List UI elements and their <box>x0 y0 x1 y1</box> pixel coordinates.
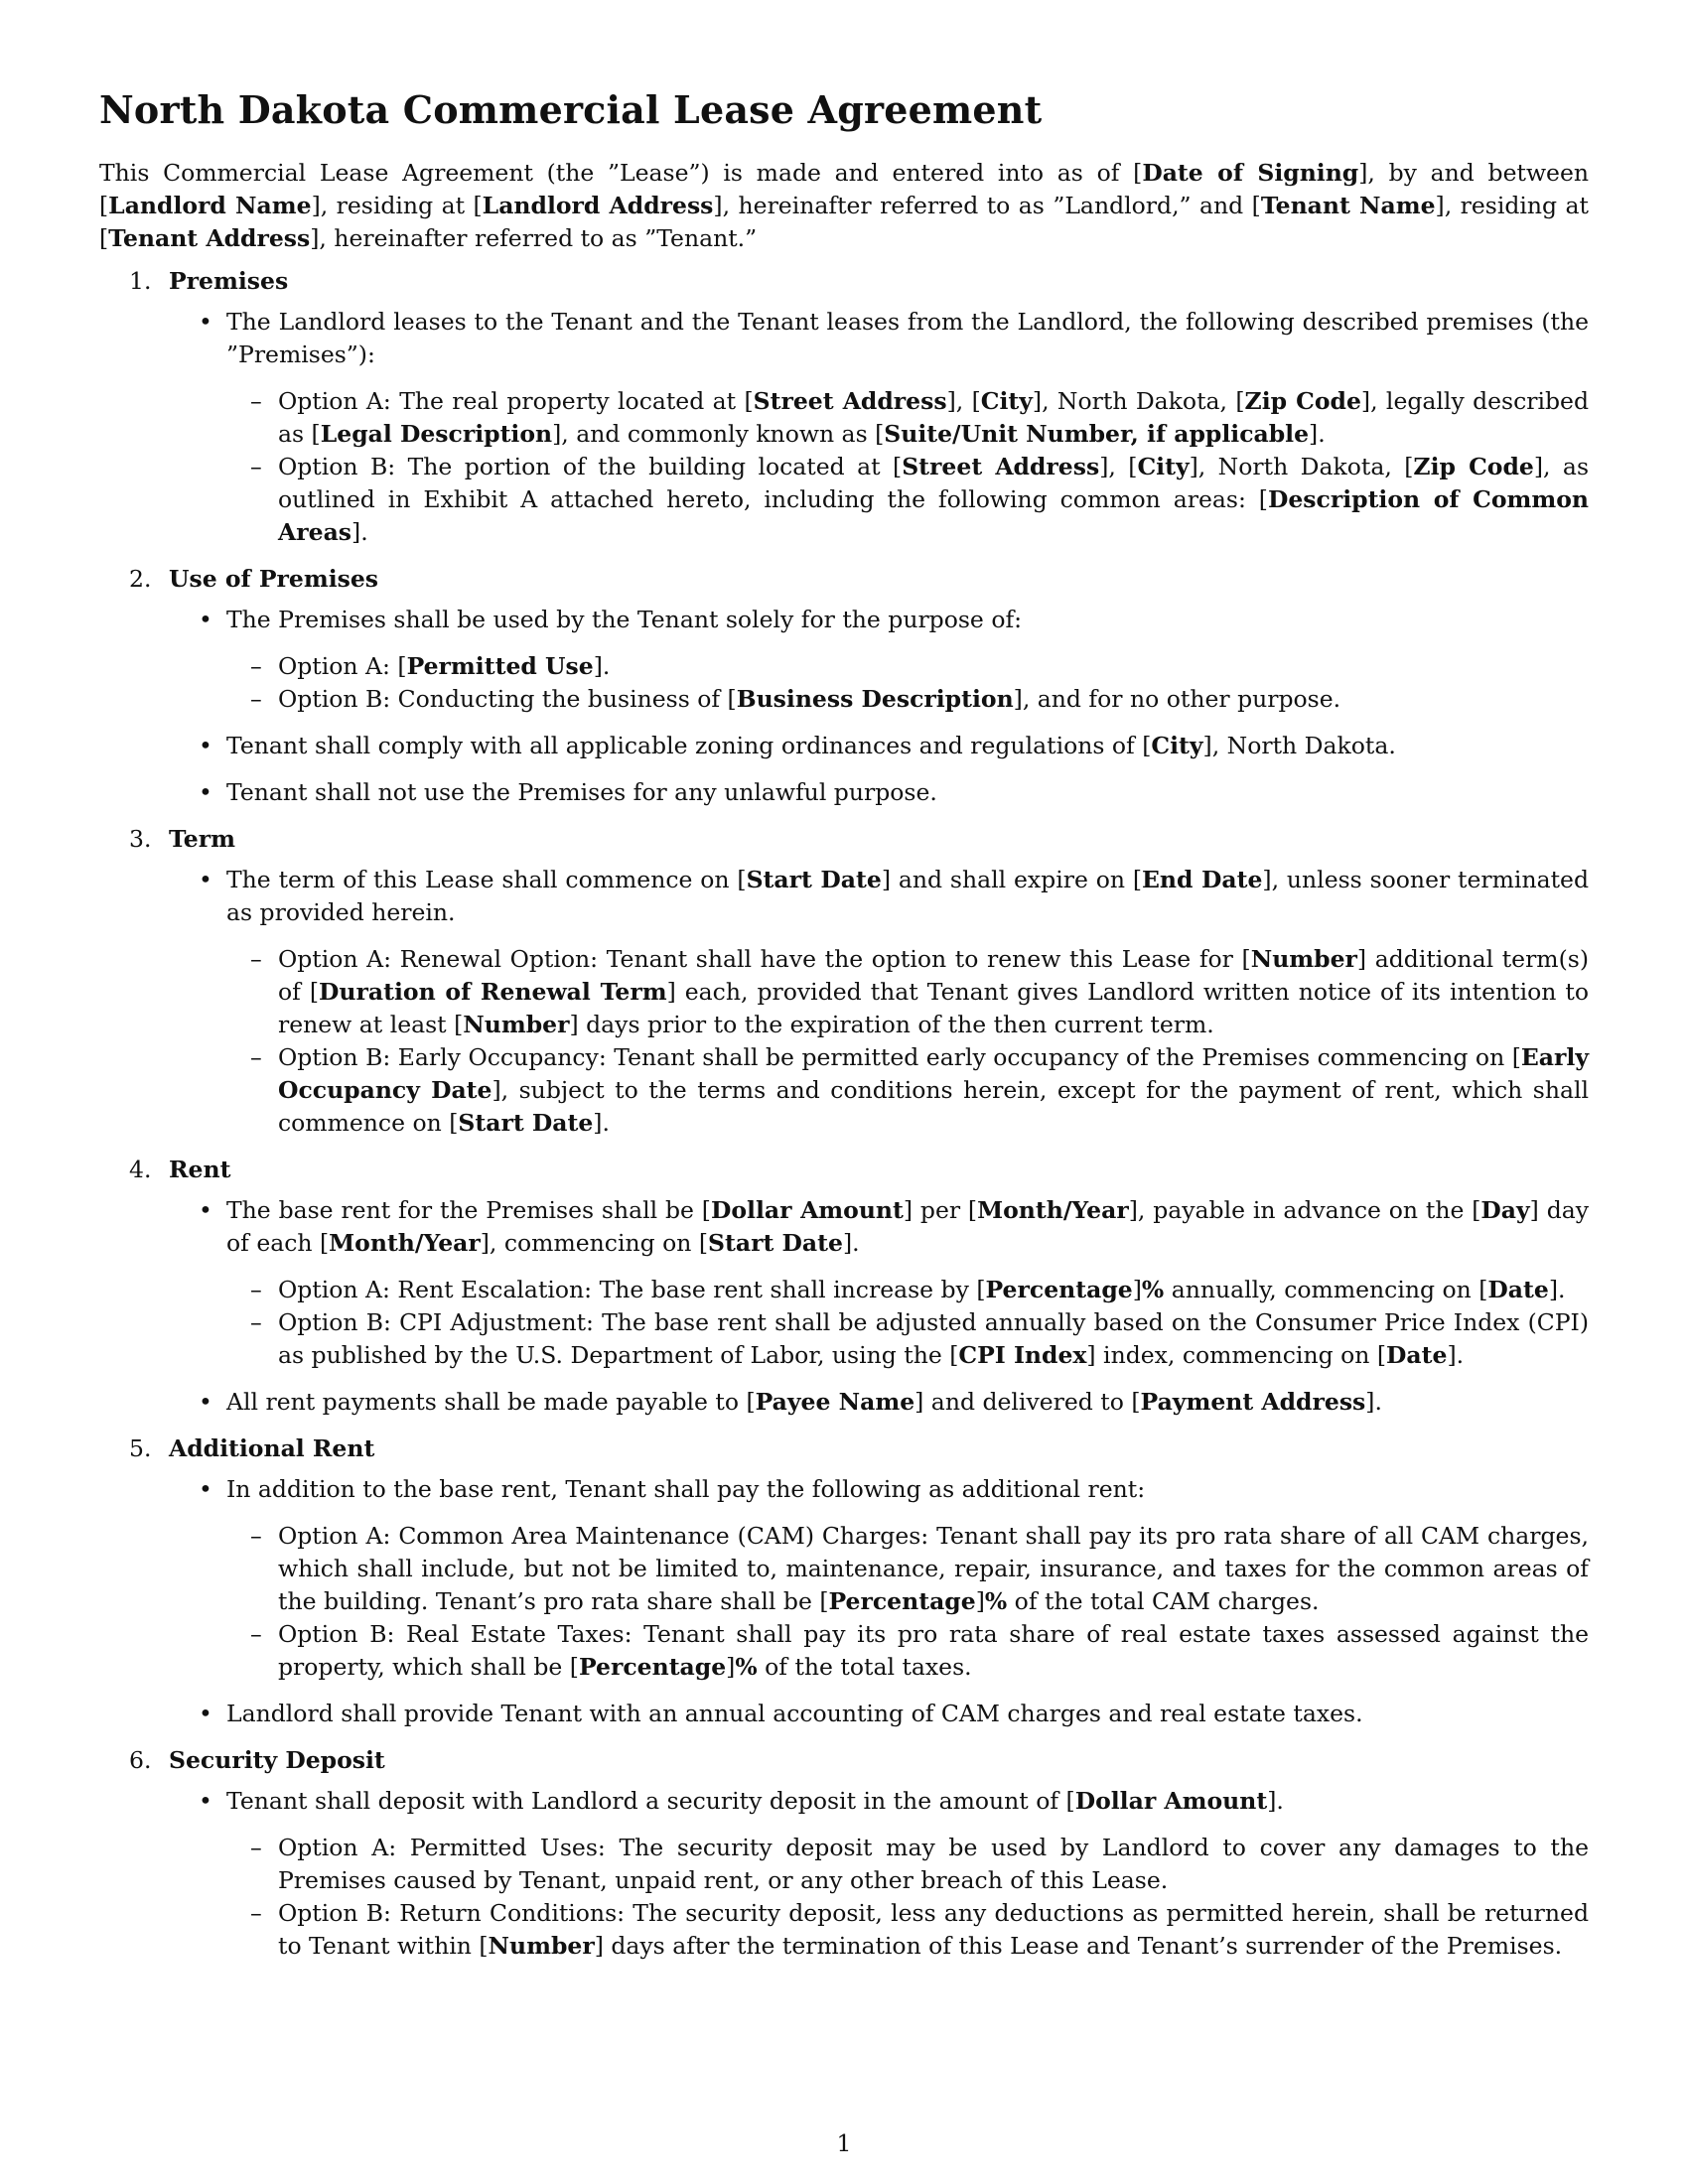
placeholder-field: Landlord Address <box>482 191 714 219</box>
section-title: Rent <box>169 1155 231 1183</box>
placeholder-field: Percentage <box>828 1586 976 1615</box>
placeholder-field: Percentage <box>578 1652 727 1681</box>
text-run: Option B: CPI Adjustment: The base rent shall be adjusted annually based on the Consumer Price Index (CPI) as published by the U.S. Department of Labor, using the [ <box>278 1307 1589 1369</box>
option-list <box>226 1274 1589 1372</box>
option-item <box>226 943 1589 1041</box>
text-run: Option B: Early Occupancy: Tenant shall be permitted early occupancy of the Premises commencing on [ <box>278 1042 1521 1071</box>
placeholder-field: Landlord Name <box>108 191 312 219</box>
text-run: Option A: The real property located at [ <box>278 386 754 415</box>
option-list <box>226 1520 1589 1684</box>
text-run: of the total taxes. <box>757 1652 972 1681</box>
text-run: ], North Dakota, [ <box>1032 386 1245 415</box>
placeholder-field: Start Date <box>746 865 882 893</box>
bullet-text <box>226 306 1589 371</box>
text-run: ] per [ <box>903 1195 978 1224</box>
bullet-item <box>169 1473 1589 1684</box>
placeholder-field: Zip Code <box>1244 386 1361 415</box>
bullet-text <box>226 1194 1589 1260</box>
text-run: ], and commonly known as [ <box>552 419 885 448</box>
bullet-text <box>226 1785 1589 1818</box>
text-run: ]. <box>352 517 368 546</box>
placeholder-field: Tenant Address <box>108 223 311 252</box>
text-run: ]. <box>1447 1340 1465 1369</box>
placeholder-field: City <box>1151 731 1203 759</box>
text-run: ] each, provided that Tenant gives Landlord written notice of its intention to renew at least [ <box>278 977 1589 1038</box>
placeholder-field: Day <box>1480 1195 1530 1224</box>
placeholder-field: Payee Name <box>755 1387 915 1416</box>
bullet-text <box>226 730 1589 762</box>
text-run: ], hereinafter referred to as ”Landlord,” and [ <box>713 191 1261 219</box>
placeholder-field: Street Address <box>902 452 1100 480</box>
placeholder-field: Street Address <box>753 386 947 415</box>
text-run: Option A: Permitted Uses: The security deposit may be used by Landlord to cover any damages to the Premises caused by Tenant, unpaid rent, or any other breach of this Lease. <box>278 1833 1589 1894</box>
section-heading <box>129 563 1589 596</box>
placeholder-field: Description of Common Areas <box>278 484 1590 546</box>
text-run: The term of this Lease shall commence on [ <box>226 865 747 893</box>
placeholder-field: Date <box>1386 1340 1448 1369</box>
text-run: ] <box>1132 1275 1142 1303</box>
section-number: 2. <box>129 564 152 593</box>
text-run: ] additional term(s) of [ <box>278 944 1589 1006</box>
bullet-item <box>169 306 1589 549</box>
text-run: ]. <box>842 1228 860 1257</box>
bullet-item <box>169 776 1589 809</box>
intro-paragraph <box>99 157 1589 255</box>
section-title: Term <box>169 824 235 853</box>
text-run: ], unless sooner terminated as provided herein. <box>226 865 1589 926</box>
placeholder-field: Date <box>1487 1275 1549 1303</box>
placeholder-field: End Date <box>1142 865 1263 893</box>
placeholder-field: Permitted Use <box>406 651 594 680</box>
section-6 <box>99 1744 1589 1963</box>
text-run: ]. <box>1309 419 1326 448</box>
placeholder-field: % <box>1141 1275 1165 1303</box>
placeholder-field: Percentage <box>985 1275 1133 1303</box>
bullet-item <box>169 1194 1589 1372</box>
text-run: The base rent for the Premises shall be [ <box>226 1195 711 1224</box>
placeholder-field: Business Description <box>736 684 1014 713</box>
page-number: 1 <box>836 2129 852 2157</box>
section-number: 5. <box>129 1433 152 1462</box>
text-run: ]. <box>593 651 611 680</box>
placeholder-field: Duration of Renewal Term <box>319 977 667 1006</box>
bullet-text <box>226 1473 1589 1506</box>
bullet-text <box>226 864 1589 929</box>
document-title: North Dakota Commercial Lease Agreement <box>99 87 1043 132</box>
text-run: Option A: [ <box>278 651 407 680</box>
placeholder-field: Number <box>1250 944 1357 973</box>
text-run: This Commercial Lease Agreement (the ”Lease”) is made and entered into as of [ <box>99 158 1143 187</box>
option-item <box>226 650 1589 683</box>
option-item <box>226 385 1589 451</box>
placeholder-field: Number <box>463 1010 570 1038</box>
placeholder-field: Legal Description <box>320 419 553 448</box>
text-run: ], North Dakota, [ <box>1189 452 1414 480</box>
section-3 <box>99 823 1589 1140</box>
text-run: Option A: Common Area Maintenance (CAM) Charges: Tenant shall pay its pro rata share of all CAM charges, which shall include, but not be limited to, maintenance, repair, insurance, and taxes for the common areas of the building. Tenant’s pro rata share shall be [ <box>278 1521 1589 1615</box>
option-list <box>226 1832 1589 1963</box>
text-run: The Landlord leases to the Tenant and the Tenant leases from the Landlord, the following described premises (the ”Premises”): <box>226 307 1589 368</box>
text-run: ], commencing on [ <box>480 1228 709 1257</box>
text-run: ], hereinafter referred to as ”Tenant.” <box>310 223 758 252</box>
text-run: In addition to the base rent, Tenant shall pay the following as additional rent: <box>226 1474 1146 1503</box>
placeholder-field: Month/Year <box>977 1195 1129 1224</box>
bullet-text <box>226 1386 1589 1419</box>
text-run: ]. <box>593 1108 610 1137</box>
text-run: Option B: The portion of the building located at [ <box>278 452 903 480</box>
bullet-list <box>169 1785 1589 1963</box>
placeholder-field: Dollar Amount <box>710 1195 904 1224</box>
placeholder-field: CPI Index <box>958 1340 1087 1369</box>
placeholder-field: % <box>735 1652 758 1681</box>
text-run: ], residing at [ <box>311 191 483 219</box>
placeholder-field: Suite/Unit Number, if applicable <box>884 419 1310 448</box>
text-run: Option B: Conducting the business of [ <box>278 684 737 713</box>
bullet-text <box>226 776 1589 809</box>
placeholder-field: % <box>984 1586 1008 1615</box>
option-list <box>226 650 1589 716</box>
text-run: ] days after the termination of this Lease and Tenant’s surrender of the Premises. <box>594 1931 1563 1960</box>
option-item <box>226 1832 1589 1897</box>
section-5 <box>99 1433 1589 1730</box>
option-item <box>226 1274 1589 1306</box>
placeholder-field: Payment Address <box>1140 1387 1366 1416</box>
text-run: Option B: Real Estate Taxes: Tenant shall pay its pro rata share of real estate taxes assessed against the property, which shall be [ <box>278 1619 1589 1681</box>
text-run: ] <box>975 1586 985 1615</box>
text-run: ] days prior to the expiration of the then current term. <box>569 1010 1214 1038</box>
text-run: ], [ <box>946 386 981 415</box>
text-run: ], subject to the terms and conditions herein, except for the payment of rent, which shall commence on [ <box>278 1075 1589 1137</box>
section-title: Additional Rent <box>169 1433 375 1462</box>
bullet-item <box>169 1785 1589 1963</box>
option-item <box>226 683 1589 716</box>
text-run: Option A: Renewal Option: Tenant shall have the option to renew this Lease for [ <box>278 944 1251 973</box>
placeholder-field: Dollar Amount <box>1074 1786 1268 1815</box>
text-run: ], legally described as [ <box>278 386 1590 448</box>
text-run: ] <box>726 1652 736 1681</box>
placeholder-field: Early Occupancy Date <box>278 1042 1589 1104</box>
text-run: ], North Dakota. <box>1202 731 1396 759</box>
bullet-list <box>169 306 1589 549</box>
placeholder-field: Zip Code <box>1413 452 1534 480</box>
text-run: ]. <box>1267 1786 1284 1815</box>
section-number: 4. <box>129 1155 152 1183</box>
text-run: ], residing at [ <box>99 191 1589 252</box>
text-run: ] index, commencing on [ <box>1086 1340 1387 1369</box>
bullet-item <box>169 604 1589 716</box>
section-list <box>99 265 1589 1963</box>
placeholder-field: Start Date <box>458 1108 594 1137</box>
placeholder-field: Month/Year <box>329 1228 481 1257</box>
text-run: The Premises shall be used by the Tenant solely for the purpose of: <box>226 605 1023 633</box>
placeholder-field: Number <box>488 1931 595 1960</box>
section-heading <box>129 823 1589 856</box>
option-item <box>226 1897 1589 1963</box>
section-number: 3. <box>129 824 152 853</box>
text-run: Tenant shall deposit with Landlord a security deposit in the amount of [ <box>226 1786 1075 1815</box>
text-run: Option A: Rent Escalation: The base rent shall increase by [ <box>278 1275 986 1303</box>
bullet-list <box>169 1194 1589 1419</box>
section-2 <box>99 563 1589 809</box>
bullet-item <box>169 730 1589 762</box>
bullet-item <box>169 1386 1589 1419</box>
option-item <box>226 451 1589 549</box>
bullet-text <box>226 604 1589 636</box>
text-run: Landlord shall provide Tenant with an annual accounting of CAM charges and real estate taxes. <box>226 1699 1363 1727</box>
placeholder-field: City <box>1137 452 1190 480</box>
text-run: ] day of each [ <box>226 1195 1590 1257</box>
section-title: Premises <box>169 266 289 295</box>
text-run: annually, commencing on [ <box>1164 1275 1488 1303</box>
option-list <box>226 943 1589 1140</box>
text-run: ] and shall expire on [ <box>881 865 1143 893</box>
section-heading <box>129 1154 1589 1186</box>
section-number: 1. <box>129 266 152 295</box>
text-run: ], [ <box>1099 452 1138 480</box>
document-page <box>99 87 1589 1977</box>
text-run: ], as outlined in Exhibit A attached hereto, including the following common areas: [ <box>278 452 1590 513</box>
text-run: ] and delivered to [ <box>914 1387 1141 1416</box>
placeholder-field: Date of Signing <box>1142 158 1359 187</box>
text-run: ], and for no other purpose. <box>1013 684 1341 713</box>
placeholder-field: City <box>980 386 1033 415</box>
text-run: Option B: Return Conditions: The security deposit, less any deductions as permitted herein, shall be returned to Tenant within [ <box>278 1898 1589 1960</box>
section-1 <box>99 265 1589 549</box>
text-run: ]. <box>1548 1275 1566 1303</box>
bullet-list <box>169 1473 1589 1730</box>
option-item <box>226 1618 1589 1684</box>
option-list <box>226 385 1589 549</box>
option-item <box>226 1041 1589 1140</box>
section-4 <box>99 1154 1589 1419</box>
option-item <box>226 1306 1589 1372</box>
text-run: of the total CAM charges. <box>1007 1586 1320 1615</box>
text-run: ], by and between [ <box>99 158 1590 219</box>
bullet-item <box>169 864 1589 1140</box>
text-run: Tenant shall comply with all applicable zoning ordinances and regulations of [ <box>226 731 1152 759</box>
section-number: 6. <box>129 1745 152 1774</box>
bullet-list <box>169 604 1589 809</box>
bullet-list <box>169 864 1589 1140</box>
text-run: ]. <box>1365 1387 1382 1416</box>
bullet-text <box>226 1698 1589 1730</box>
text-run: ], payable in advance on the [ <box>1128 1195 1481 1224</box>
section-title: Security Deposit <box>169 1745 385 1774</box>
section-heading <box>129 265 1589 298</box>
placeholder-field: Start Date <box>708 1228 843 1257</box>
option-item <box>226 1520 1589 1618</box>
text-run: All rent payments shall be made payable to [ <box>226 1387 756 1416</box>
bullet-item <box>169 1698 1589 1730</box>
section-heading <box>129 1433 1589 1465</box>
placeholder-field: Tenant Name <box>1260 191 1436 219</box>
section-heading <box>129 1744 1589 1777</box>
text-run: Tenant shall not use the Premises for any unlawful purpose. <box>226 777 937 806</box>
section-title: Use of Premises <box>169 564 379 593</box>
